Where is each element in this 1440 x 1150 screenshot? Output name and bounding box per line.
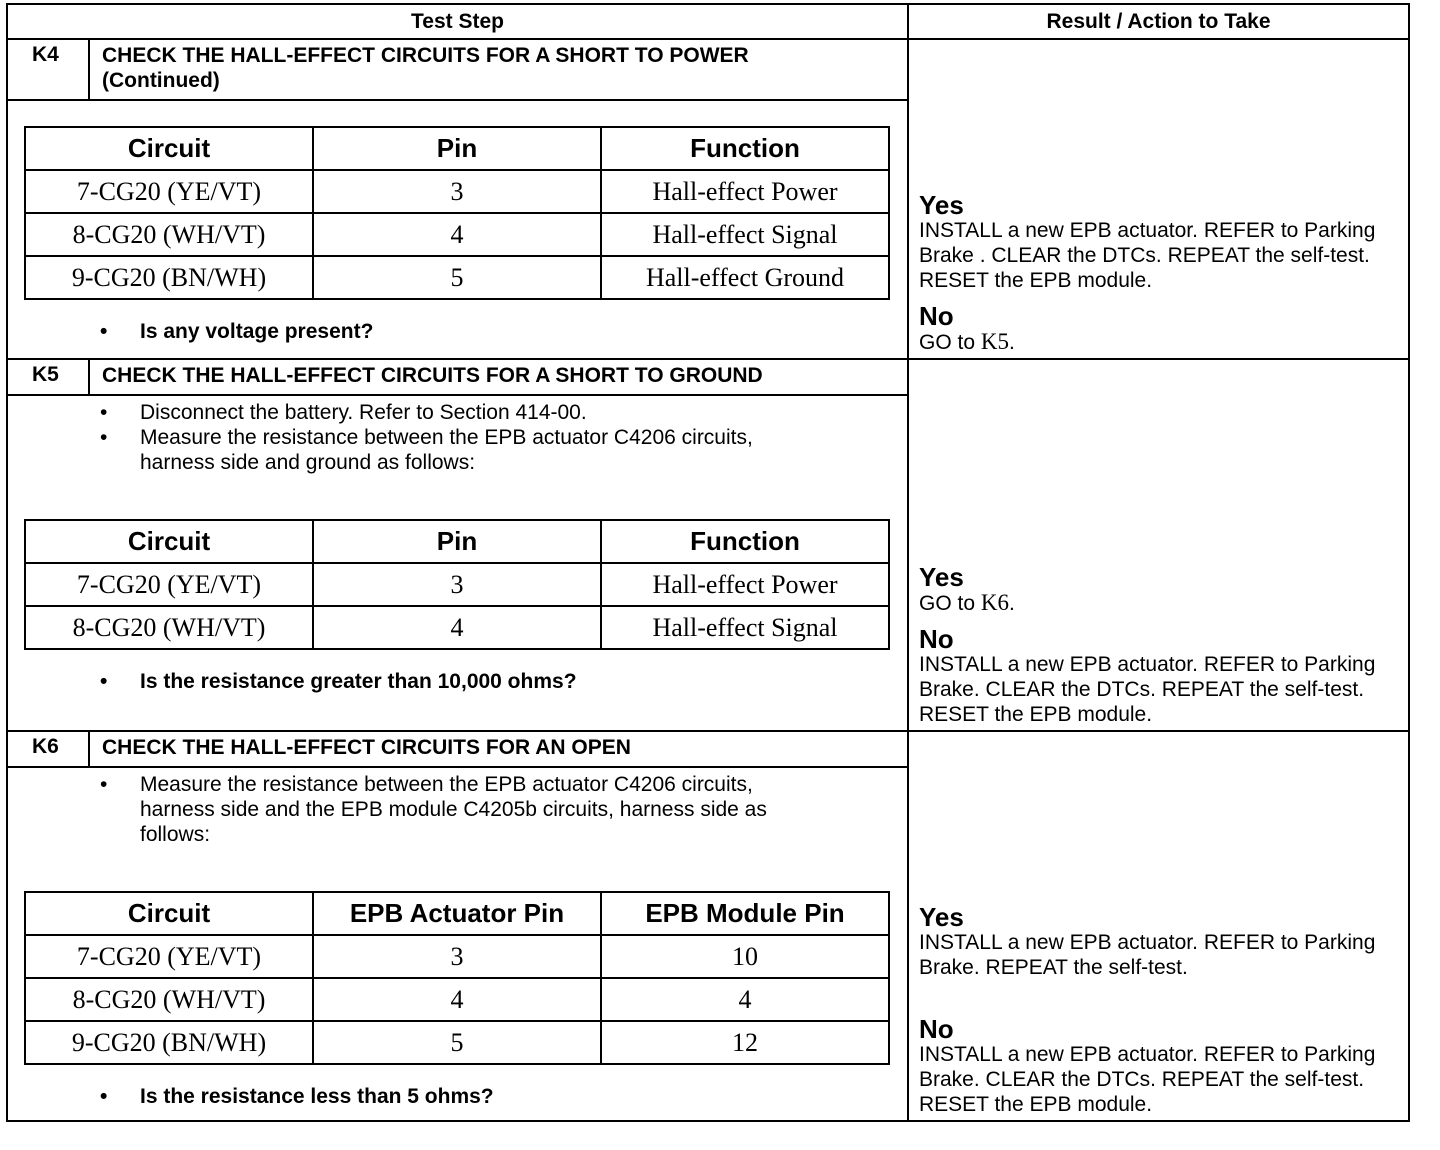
cell-function: Hall-effect Power — [601, 170, 889, 213]
no-label: No — [919, 624, 954, 654]
cell-pin: 4 — [313, 606, 601, 649]
k4-result-cell — [908, 39, 1409, 359]
no-label: No — [919, 301, 954, 331]
step-k6-header — [8, 732, 907, 768]
k6-circuit-table — [24, 891, 890, 1065]
yes-action: INSTALL a new EPB actuator. REFER to Parking Brake. REPEAT the self-test. — [919, 931, 1376, 979]
k5-result-cell — [908, 359, 1409, 731]
table-row — [25, 978, 889, 1021]
no-action — [919, 329, 1408, 355]
cell-pin: 4 — [313, 213, 601, 256]
table-row — [25, 1021, 889, 1064]
step-k4-header — [8, 40, 907, 101]
step-title: CHECK THE HALL-EFFECT CIRCUITS FOR AN OPEN — [102, 736, 631, 759]
no-action: INSTALL a new EPB actuator. REFER to Parking Brake. CLEAR the DTCs. REPEAT the self-test. RESET the EPB module. — [919, 653, 1376, 726]
cell-module-pin: 4 — [601, 978, 889, 1021]
test-procedure-table — [6, 3, 1410, 1122]
k5-result — [909, 564, 1408, 730]
step-k4-cell — [7, 39, 908, 359]
step-id: K6 — [8, 732, 90, 766]
table-row — [25, 213, 889, 256]
cell-circuit: 9-CG20 (BN/WH) — [25, 1021, 313, 1064]
question: • Is any voltage present? — [100, 319, 907, 344]
step-title: CHECK THE HALL-EFFECT CIRCUITS FOR A SHORT TO GROUND — [102, 364, 763, 387]
cell-circuit: 7-CG20 (YE/VT) — [25, 935, 313, 978]
procedure-page — [6, 3, 1406, 1122]
step-title: CHECK THE HALL-EFFECT CIRCUITS FOR A SHORT TO POWER (Continued) — [102, 44, 749, 92]
step-k5-header — [8, 360, 907, 396]
k6-question-list — [8, 1065, 907, 1109]
table-row — [25, 935, 889, 978]
cell-function: Hall-effect Signal — [601, 606, 889, 649]
cell-circuit: 7-CG20 (YE/VT) — [25, 170, 313, 213]
column-header-pin: Pin — [313, 520, 601, 563]
no-action-suffix: . — [1008, 331, 1015, 354]
cell-module-pin: 10 — [601, 935, 889, 978]
cell-circuit: 8-CG20 (WH/VT) — [25, 606, 313, 649]
column-header-circuit: Circuit — [25, 520, 313, 563]
table-row — [25, 256, 889, 299]
instruction: • Measure the resistance between the EPB actuator C4206 circuits, harness side and the EPB module C4205b circuits, harness side as follows: — [100, 772, 827, 847]
k6-instruction-list — [8, 768, 907, 847]
column-header-circuit: Circuit — [25, 892, 313, 935]
step-id: K4 — [8, 40, 90, 99]
step-k6-cell — [7, 731, 908, 1121]
cell-function: Hall-effect Power — [601, 563, 889, 606]
instruction: • Disconnect the battery. Refer to Section 414-00. — [100, 400, 807, 425]
column-header-module-pin: EPB Module Pin — [601, 892, 889, 935]
step-k6 — [7, 731, 1409, 1121]
no-action: INSTALL a new EPB actuator. REFER to Parking Brake. CLEAR the DTCs. REPEAT the self-test. RESET the EPB module. — [919, 1043, 1376, 1116]
cell-pin: 3 — [313, 170, 601, 213]
cell-actuator-pin: 3 — [313, 935, 601, 978]
k5-instruction-list — [8, 396, 907, 475]
cell-pin: 5 — [313, 256, 601, 299]
link-k6[interactable]: K6 — [980, 590, 1009, 615]
table-row — [25, 170, 889, 213]
question: • Is the resistance greater than 10,000 ohms? — [100, 669, 907, 694]
k5-question-list — [8, 650, 907, 694]
cell-actuator-pin: 4 — [313, 978, 601, 1021]
k4-question-list — [8, 300, 907, 344]
cell-actuator-pin: 5 — [313, 1021, 601, 1064]
k6-result — [909, 904, 1408, 1120]
k4-circuit-table — [24, 126, 890, 300]
cell-circuit: 8-CG20 (WH/VT) — [25, 978, 313, 1021]
column-header-circuit: Circuit — [25, 127, 313, 170]
column-header-function: Function — [601, 127, 889, 170]
header-test-step: Test Step — [7, 4, 908, 39]
k5-circuit-table — [24, 519, 890, 650]
table-row — [25, 606, 889, 649]
link-k5[interactable]: K5 — [980, 329, 1009, 354]
question: • Is the resistance less than 5 ohms? — [100, 1084, 907, 1109]
k4-result — [909, 192, 1408, 358]
step-k4 — [7, 39, 1409, 359]
cell-pin: 3 — [313, 563, 601, 606]
yes-label: Yes — [919, 190, 964, 220]
yes-action — [919, 590, 1408, 616]
header-result: Result / Action to Take — [908, 4, 1409, 39]
cell-function: Hall-effect Signal — [601, 213, 889, 256]
column-header-pin: Pin — [313, 127, 601, 170]
cell-circuit: 7-CG20 (YE/VT) — [25, 563, 313, 606]
yes-action: INSTALL a new EPB actuator. REFER to Parking Brake . CLEAR the DTCs. REPEAT the self-test. RESET the EPB module. — [919, 219, 1376, 292]
yes-label: Yes — [919, 902, 964, 932]
table-row — [25, 563, 889, 606]
cell-circuit: 8-CG20 (WH/VT) — [25, 213, 313, 256]
no-action-prefix: GO to — [919, 331, 981, 354]
instruction: • Measure the resistance between the EPB actuator C4206 circuits, harness side and ground as follows: — [100, 425, 807, 475]
no-label: No — [919, 1014, 954, 1044]
k6-result-cell — [908, 731, 1409, 1121]
column-header-function: Function — [601, 520, 889, 563]
column-header-actuator-pin: EPB Actuator Pin — [313, 892, 601, 935]
cell-function: Hall-effect Ground — [601, 256, 889, 299]
yes-action-suffix: . — [1008, 592, 1015, 615]
step-k5 — [7, 359, 1409, 731]
yes-label: Yes — [919, 562, 964, 592]
step-id: K5 — [8, 360, 90, 394]
cell-module-pin: 12 — [601, 1021, 889, 1064]
step-k5-cell — [7, 359, 908, 731]
cell-circuit: 9-CG20 (BN/WH) — [25, 256, 313, 299]
yes-action-prefix: GO to — [919, 592, 981, 615]
